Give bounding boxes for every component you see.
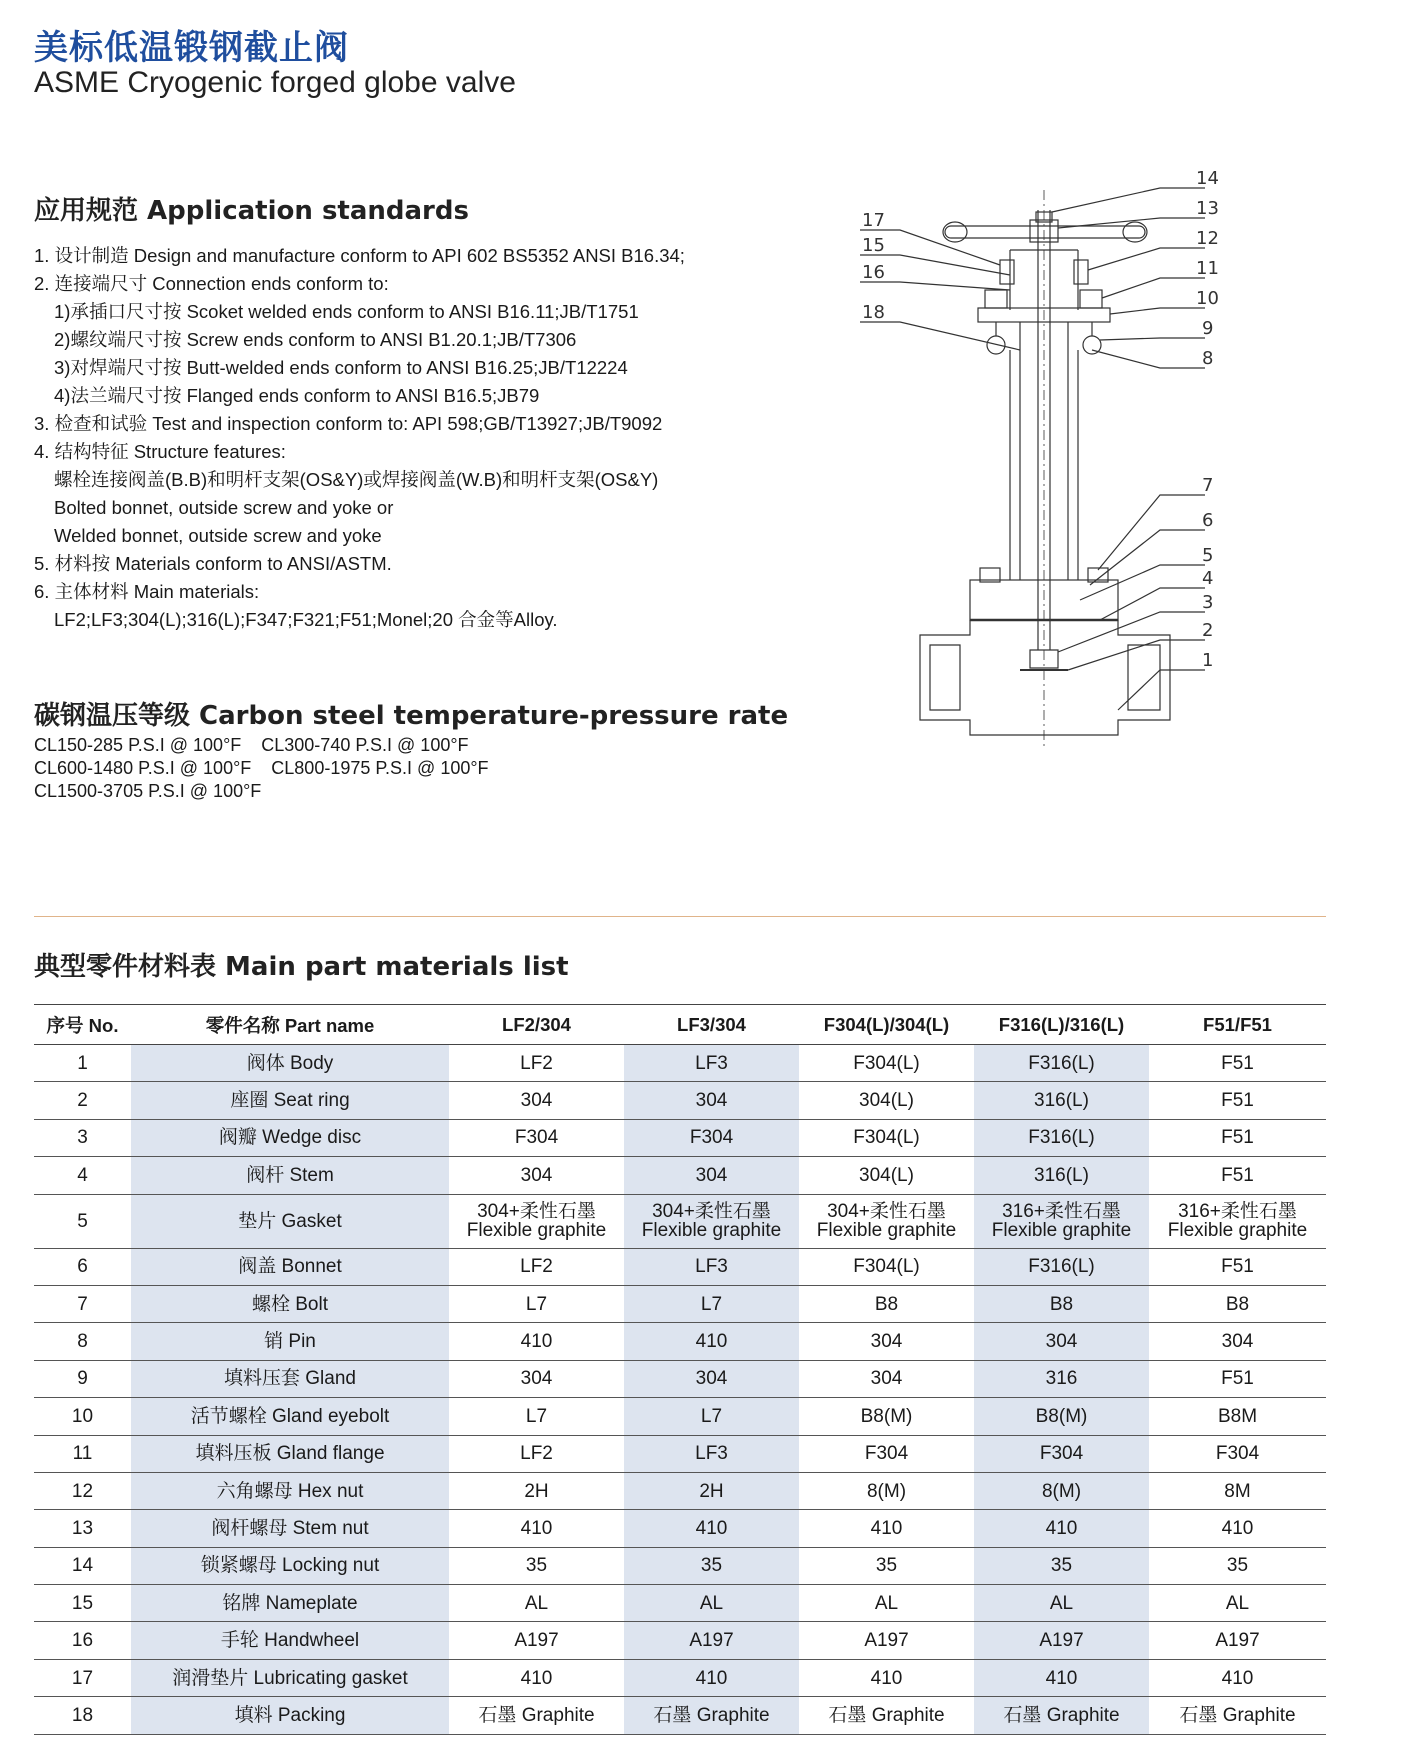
cell-no: 12 bbox=[34, 1472, 131, 1509]
callout-14: 14 bbox=[1196, 168, 1219, 189]
table-row bbox=[34, 1435, 1326, 1472]
cell-material: B8(M) bbox=[974, 1398, 1149, 1435]
cell-part-name: 阀体 Body bbox=[131, 1045, 449, 1082]
materials-heading: 典型零件材料表 Main part materials list bbox=[34, 952, 569, 982]
cell-no: 1 bbox=[34, 1045, 131, 1082]
cell-no: 13 bbox=[34, 1510, 131, 1547]
handwheel-right-knob bbox=[1123, 222, 1147, 242]
cell-material: F51 bbox=[1149, 1082, 1326, 1119]
cell-material: 304 bbox=[624, 1360, 799, 1397]
cell-material: F51 bbox=[1149, 1045, 1326, 1082]
standards-line: 2)螺纹端尺寸按 Screw ends conform to ANSI B1.20.1;JB/T7306 bbox=[54, 329, 577, 350]
callout-11: 11 bbox=[1196, 258, 1219, 279]
cell-material: 2H bbox=[624, 1472, 799, 1509]
cell-part-name: 铭牌 Nameplate bbox=[131, 1585, 449, 1622]
cell-no: 11 bbox=[34, 1435, 131, 1472]
cell-material-sub: Flexible graphite bbox=[466, 1220, 607, 1242]
callout-4: 4 bbox=[1202, 568, 1214, 589]
cell-material: 304 bbox=[624, 1157, 799, 1194]
cell-material-sub: Flexible graphite bbox=[816, 1220, 957, 1242]
cell-material: B8 bbox=[799, 1285, 974, 1322]
cell-material: 石墨 Graphite bbox=[974, 1697, 1149, 1734]
cell-material: L7 bbox=[449, 1398, 624, 1435]
cell-material: 35 bbox=[449, 1547, 624, 1584]
cell-material: 410 bbox=[799, 1659, 974, 1696]
standards-line: LF2;LF3;304(L);316(L);F347;F321;F51;Monel;20 合金等Alloy. bbox=[54, 609, 558, 630]
cell-part-name: 销 Pin bbox=[131, 1323, 449, 1360]
leader-11 bbox=[1102, 278, 1205, 298]
cell-no: 2 bbox=[34, 1082, 131, 1119]
standards-list bbox=[34, 242, 834, 634]
cell-no: 3 bbox=[34, 1119, 131, 1156]
cell-material-sub: Flexible graphite bbox=[991, 1220, 1132, 1242]
cell-material: 35 bbox=[974, 1547, 1149, 1584]
table-row bbox=[34, 1472, 1326, 1509]
rate-item: CL600-1480 P.S.I @ 100°F bbox=[34, 758, 252, 778]
cell-material: 410 bbox=[624, 1323, 799, 1360]
page-title-cn: 美标低温锻钢截止阀 bbox=[34, 28, 349, 68]
cell-material: AL bbox=[624, 1585, 799, 1622]
cell-no: 15 bbox=[34, 1585, 131, 1622]
cell-material: 2H bbox=[449, 1472, 624, 1509]
section-divider bbox=[34, 916, 1326, 917]
cell-material: F316(L) bbox=[974, 1045, 1149, 1082]
cell-part-name: 阀杆 Stem bbox=[131, 1157, 449, 1194]
callout-7: 7 bbox=[1202, 475, 1214, 496]
cell-material-sub: Flexible graphite bbox=[641, 1220, 782, 1242]
cell-material-main: 304+柔性石墨 bbox=[477, 1201, 596, 1223]
materials-table bbox=[34, 1004, 1326, 1735]
cell-material: A197 bbox=[624, 1622, 799, 1659]
cell-material: 35 bbox=[1149, 1547, 1326, 1584]
cell-no: 10 bbox=[34, 1398, 131, 1435]
cell-material: 410 bbox=[1149, 1510, 1326, 1547]
leader-7 bbox=[1098, 495, 1205, 570]
cell-material: L7 bbox=[624, 1285, 799, 1322]
cell-part-name: 填料 Packing bbox=[131, 1697, 449, 1734]
cell-material: F51 bbox=[1149, 1119, 1326, 1156]
cell-part-name: 座圈 Seat ring bbox=[131, 1082, 449, 1119]
table-row bbox=[34, 1157, 1326, 1194]
hex-nut-right-shape bbox=[1080, 290, 1102, 308]
col-header-lf3-304: LF3/304 bbox=[624, 1005, 799, 1045]
cell-material: LF3 bbox=[624, 1248, 799, 1285]
hex-nut-left-shape bbox=[985, 290, 1007, 308]
cell-no: 16 bbox=[34, 1622, 131, 1659]
table-row bbox=[34, 1045, 1326, 1082]
cell-part-name: 活节螺栓 Gland eyebolt bbox=[131, 1398, 449, 1435]
cell-part-name: 螺栓 Bolt bbox=[131, 1285, 449, 1322]
col-header-lf2-304: LF2/304 bbox=[449, 1005, 624, 1045]
handwheel-shape bbox=[945, 226, 1145, 238]
cell-material-main: 304+柔性石墨 bbox=[652, 1201, 771, 1223]
leader-1 bbox=[1118, 670, 1205, 710]
cell-material: 8(M) bbox=[799, 1472, 974, 1509]
leader-16 bbox=[860, 282, 1010, 290]
callout-6: 6 bbox=[1202, 510, 1214, 531]
cell-material: F304 bbox=[449, 1119, 624, 1156]
cell-material: F304 bbox=[974, 1435, 1149, 1472]
cell-part-name: 填料压套 Gland bbox=[131, 1360, 449, 1397]
cell-material bbox=[624, 1194, 799, 1248]
table-row bbox=[34, 1622, 1326, 1659]
cell-part-name: 润滑垫片 Lubricating gasket bbox=[131, 1659, 449, 1696]
cell-material: 316(L) bbox=[974, 1082, 1149, 1119]
cell-material: 410 bbox=[624, 1659, 799, 1696]
cell-material: 410 bbox=[449, 1510, 624, 1547]
table-row bbox=[34, 1659, 1326, 1696]
standards-heading: 应用规范 Application standards bbox=[34, 196, 469, 226]
leader-3 bbox=[1058, 612, 1205, 652]
col-header-f316l: F316(L)/316(L) bbox=[974, 1005, 1149, 1045]
cell-no: 5 bbox=[34, 1194, 131, 1248]
table-row bbox=[34, 1360, 1326, 1397]
cell-material: 35 bbox=[624, 1547, 799, 1584]
table-row bbox=[34, 1398, 1326, 1435]
callout-2: 2 bbox=[1202, 620, 1214, 641]
standards-line: 4. 结构特征 Structure features: bbox=[34, 441, 286, 462]
cell-part-name: 阀盖 Bonnet bbox=[131, 1248, 449, 1285]
table-row bbox=[34, 1585, 1326, 1622]
cell-no: 17 bbox=[34, 1659, 131, 1696]
cell-material: 304 bbox=[1149, 1323, 1326, 1360]
cell-material: F51 bbox=[1149, 1360, 1326, 1397]
cell-part-name: 阀瓣 Wedge disc bbox=[131, 1119, 449, 1156]
cell-material: LF2 bbox=[449, 1248, 624, 1285]
cell-material: LF3 bbox=[624, 1435, 799, 1472]
col-header-f51: F51/F51 bbox=[1149, 1005, 1326, 1045]
cell-no: 8 bbox=[34, 1323, 131, 1360]
cell-material: B8M bbox=[1149, 1398, 1326, 1435]
cell-material: 304 bbox=[449, 1360, 624, 1397]
callout-16: 16 bbox=[862, 262, 885, 283]
yoke-lug-shape bbox=[1074, 260, 1088, 284]
leader-6 bbox=[1090, 530, 1205, 585]
cell-material: 304 bbox=[449, 1157, 624, 1194]
callout-18: 18 bbox=[862, 302, 885, 323]
cell-material: 8(M) bbox=[974, 1472, 1149, 1509]
cell-material: 35 bbox=[799, 1547, 974, 1584]
cell-material: A197 bbox=[974, 1622, 1149, 1659]
cell-material: AL bbox=[449, 1585, 624, 1622]
cell-material: 410 bbox=[974, 1510, 1149, 1547]
cell-material: 304(L) bbox=[799, 1157, 974, 1194]
cell-material: 410 bbox=[1149, 1659, 1326, 1696]
cell-material: 石墨 Graphite bbox=[799, 1697, 974, 1734]
cell-material: F304(L) bbox=[799, 1248, 974, 1285]
cell-material-sub: Flexible graphite bbox=[1167, 1220, 1308, 1242]
cell-material: AL bbox=[799, 1585, 974, 1622]
callout-3: 3 bbox=[1202, 592, 1214, 613]
cell-material-main: 304+柔性石墨 bbox=[827, 1201, 946, 1223]
cell-no: 9 bbox=[34, 1360, 131, 1397]
leader-9 bbox=[1100, 338, 1205, 340]
leader-14 bbox=[1052, 188, 1205, 212]
valve-cross-section-diagram bbox=[860, 168, 1340, 850]
table-row bbox=[34, 1285, 1326, 1322]
cell-material: 410 bbox=[974, 1659, 1149, 1696]
rate-item: CL300-740 P.S.I @ 100°F bbox=[261, 735, 469, 755]
cell-material: 410 bbox=[624, 1510, 799, 1547]
table-row bbox=[34, 1323, 1326, 1360]
cell-part-name: 填料压板 Gland flange bbox=[131, 1435, 449, 1472]
cell-no: 4 bbox=[34, 1157, 131, 1194]
callout-10: 10 bbox=[1196, 288, 1219, 309]
cell-material-main: 316+柔性石墨 bbox=[1002, 1201, 1121, 1223]
socket-ends-shape bbox=[930, 645, 1160, 710]
leader-12 bbox=[1088, 248, 1205, 270]
cell-material bbox=[799, 1194, 974, 1248]
cell-material: 410 bbox=[799, 1510, 974, 1547]
rates-heading: 碳钢温压等级 Carbon steel temperature-pressure rate bbox=[34, 701, 789, 731]
page-title-en: ASME Cryogenic forged globe valve bbox=[34, 66, 516, 99]
cell-material: AL bbox=[974, 1585, 1149, 1622]
rates-block bbox=[34, 734, 509, 803]
cell-material: 石墨 Graphite bbox=[1149, 1697, 1326, 1734]
handwheel-left-knob bbox=[943, 222, 967, 242]
standards-line: 6. 主体材料 Main materials: bbox=[34, 581, 260, 602]
callout-5: 5 bbox=[1202, 545, 1214, 566]
cell-material: 410 bbox=[449, 1659, 624, 1696]
cell-material: B8 bbox=[1149, 1285, 1326, 1322]
cell-material: F316(L) bbox=[974, 1119, 1149, 1156]
cell-material: 304 bbox=[799, 1323, 974, 1360]
cell-material: F304 bbox=[624, 1119, 799, 1156]
cell-material: B8 bbox=[974, 1285, 1149, 1322]
cell-material: A197 bbox=[1149, 1622, 1326, 1659]
callout-1: 1 bbox=[1202, 650, 1214, 671]
standards-line: 1)承插口尺寸按 Scoket welded ends conform to ANSI B16.11;JB/T1751 bbox=[54, 301, 639, 322]
table-row bbox=[34, 1510, 1326, 1547]
rate-item: CL800-1975 P.S.I @ 100°F bbox=[271, 758, 489, 778]
cell-no: 7 bbox=[34, 1285, 131, 1322]
cell-no: 18 bbox=[34, 1697, 131, 1734]
cell-material: F304 bbox=[799, 1435, 974, 1472]
cell-material: L7 bbox=[449, 1285, 624, 1322]
table-row bbox=[34, 1547, 1326, 1584]
cell-material: F304(L) bbox=[799, 1119, 974, 1156]
cell-material: F304 bbox=[1149, 1435, 1326, 1472]
cell-material: B8(M) bbox=[799, 1398, 974, 1435]
cell-material: F51 bbox=[1149, 1157, 1326, 1194]
table-row bbox=[34, 1697, 1326, 1734]
col-header-f304l: F304(L)/304(L) bbox=[799, 1005, 974, 1045]
body-shape bbox=[920, 620, 1170, 735]
cell-material: A197 bbox=[449, 1622, 624, 1659]
table-header-row bbox=[34, 1005, 1326, 1045]
cell-part-name: 垫片 Gasket bbox=[131, 1194, 449, 1248]
standards-line: 3)对焊端尺寸按 Butt-welded ends conform to ANSI B16.25;JB/T12224 bbox=[54, 357, 628, 378]
cell-material: 410 bbox=[449, 1323, 624, 1360]
standards-line: 3. 检查和试验 Test and inspection conform to: API 598;GB/T13927;JB/T9092 bbox=[34, 413, 663, 434]
standards-line: Bolted bonnet, outside screw and yoke or bbox=[54, 497, 394, 518]
cell-material: 石墨 Graphite bbox=[624, 1697, 799, 1734]
col-header-part-name: 零件名称 Part name bbox=[131, 1005, 449, 1045]
nameplate-shape bbox=[1000, 260, 1014, 284]
cell-material: 304 bbox=[799, 1360, 974, 1397]
cell-material: 304(L) bbox=[799, 1082, 974, 1119]
cell-material: 304 bbox=[624, 1082, 799, 1119]
cell-material: 304 bbox=[974, 1323, 1149, 1360]
standards-line: 4)法兰端尺寸按 Flanged ends conform to ANSI B16.5;JB79 bbox=[54, 385, 540, 406]
leader-10 bbox=[1110, 308, 1205, 314]
leader-8 bbox=[1092, 350, 1205, 368]
cell-material: 8M bbox=[1149, 1472, 1326, 1509]
cell-material: F304(L) bbox=[799, 1045, 974, 1082]
cell-no: 14 bbox=[34, 1547, 131, 1584]
cell-material: LF2 bbox=[449, 1045, 624, 1082]
cell-part-name: 锁紧螺母 Locking nut bbox=[131, 1547, 449, 1584]
cell-no: 6 bbox=[34, 1248, 131, 1285]
standards-line: 2. 连接端尺寸 Connection ends conform to: bbox=[34, 273, 389, 294]
callout-8: 8 bbox=[1202, 348, 1214, 369]
cell-material: AL bbox=[1149, 1585, 1326, 1622]
cell-material: F51 bbox=[1149, 1248, 1326, 1285]
callout-15: 15 bbox=[862, 235, 885, 256]
cell-part-name: 阀杆螺母 Stem nut bbox=[131, 1510, 449, 1547]
callout-9: 9 bbox=[1202, 318, 1214, 339]
cell-part-name: 手轮 Handwheel bbox=[131, 1622, 449, 1659]
cell-material: 316(L) bbox=[974, 1157, 1149, 1194]
cell-material bbox=[1149, 1194, 1326, 1248]
table-row bbox=[34, 1082, 1326, 1119]
cell-material: LF3 bbox=[624, 1045, 799, 1082]
callout-17: 17 bbox=[862, 210, 885, 231]
cell-material: 304 bbox=[449, 1082, 624, 1119]
cell-material bbox=[974, 1194, 1149, 1248]
cell-material: LF2 bbox=[449, 1435, 624, 1472]
cell-material-main: 316+柔性石墨 bbox=[1178, 1201, 1297, 1223]
standards-line: 5. 材料按 Materials conform to ANSI/ASTM. bbox=[34, 553, 392, 574]
cell-material: 316 bbox=[974, 1360, 1149, 1397]
cell-material: A197 bbox=[799, 1622, 974, 1659]
standards-line: 螺栓连接阀盖(B.B)和明杆支架(OS&Y)或焊接阀盖(W.B)和明杆支架(OS&Y) bbox=[54, 469, 659, 490]
rate-item: CL150-285 P.S.I @ 100°F bbox=[34, 735, 242, 755]
callout-12: 12 bbox=[1196, 228, 1219, 249]
rate-item: CL1500-3705 P.S.I @ 100°F bbox=[34, 781, 262, 801]
standards-line: Welded bonnet, outside screw and yoke bbox=[54, 525, 382, 546]
standards-line: 1. 设计制造 Design and manufacture conform to API 602 BS5352 ANSI B16.34; bbox=[34, 245, 685, 266]
table-row bbox=[34, 1194, 1326, 1248]
callout-13: 13 bbox=[1196, 198, 1219, 219]
cell-material: L7 bbox=[624, 1398, 799, 1435]
table-row bbox=[34, 1248, 1326, 1285]
cell-part-name: 六角螺母 Hex nut bbox=[131, 1472, 449, 1509]
cell-material bbox=[449, 1194, 624, 1248]
cell-material: 石墨 Graphite bbox=[449, 1697, 624, 1734]
cell-material: F316(L) bbox=[974, 1248, 1149, 1285]
table-row bbox=[34, 1119, 1326, 1156]
col-header-no: 序号 No. bbox=[34, 1005, 131, 1045]
